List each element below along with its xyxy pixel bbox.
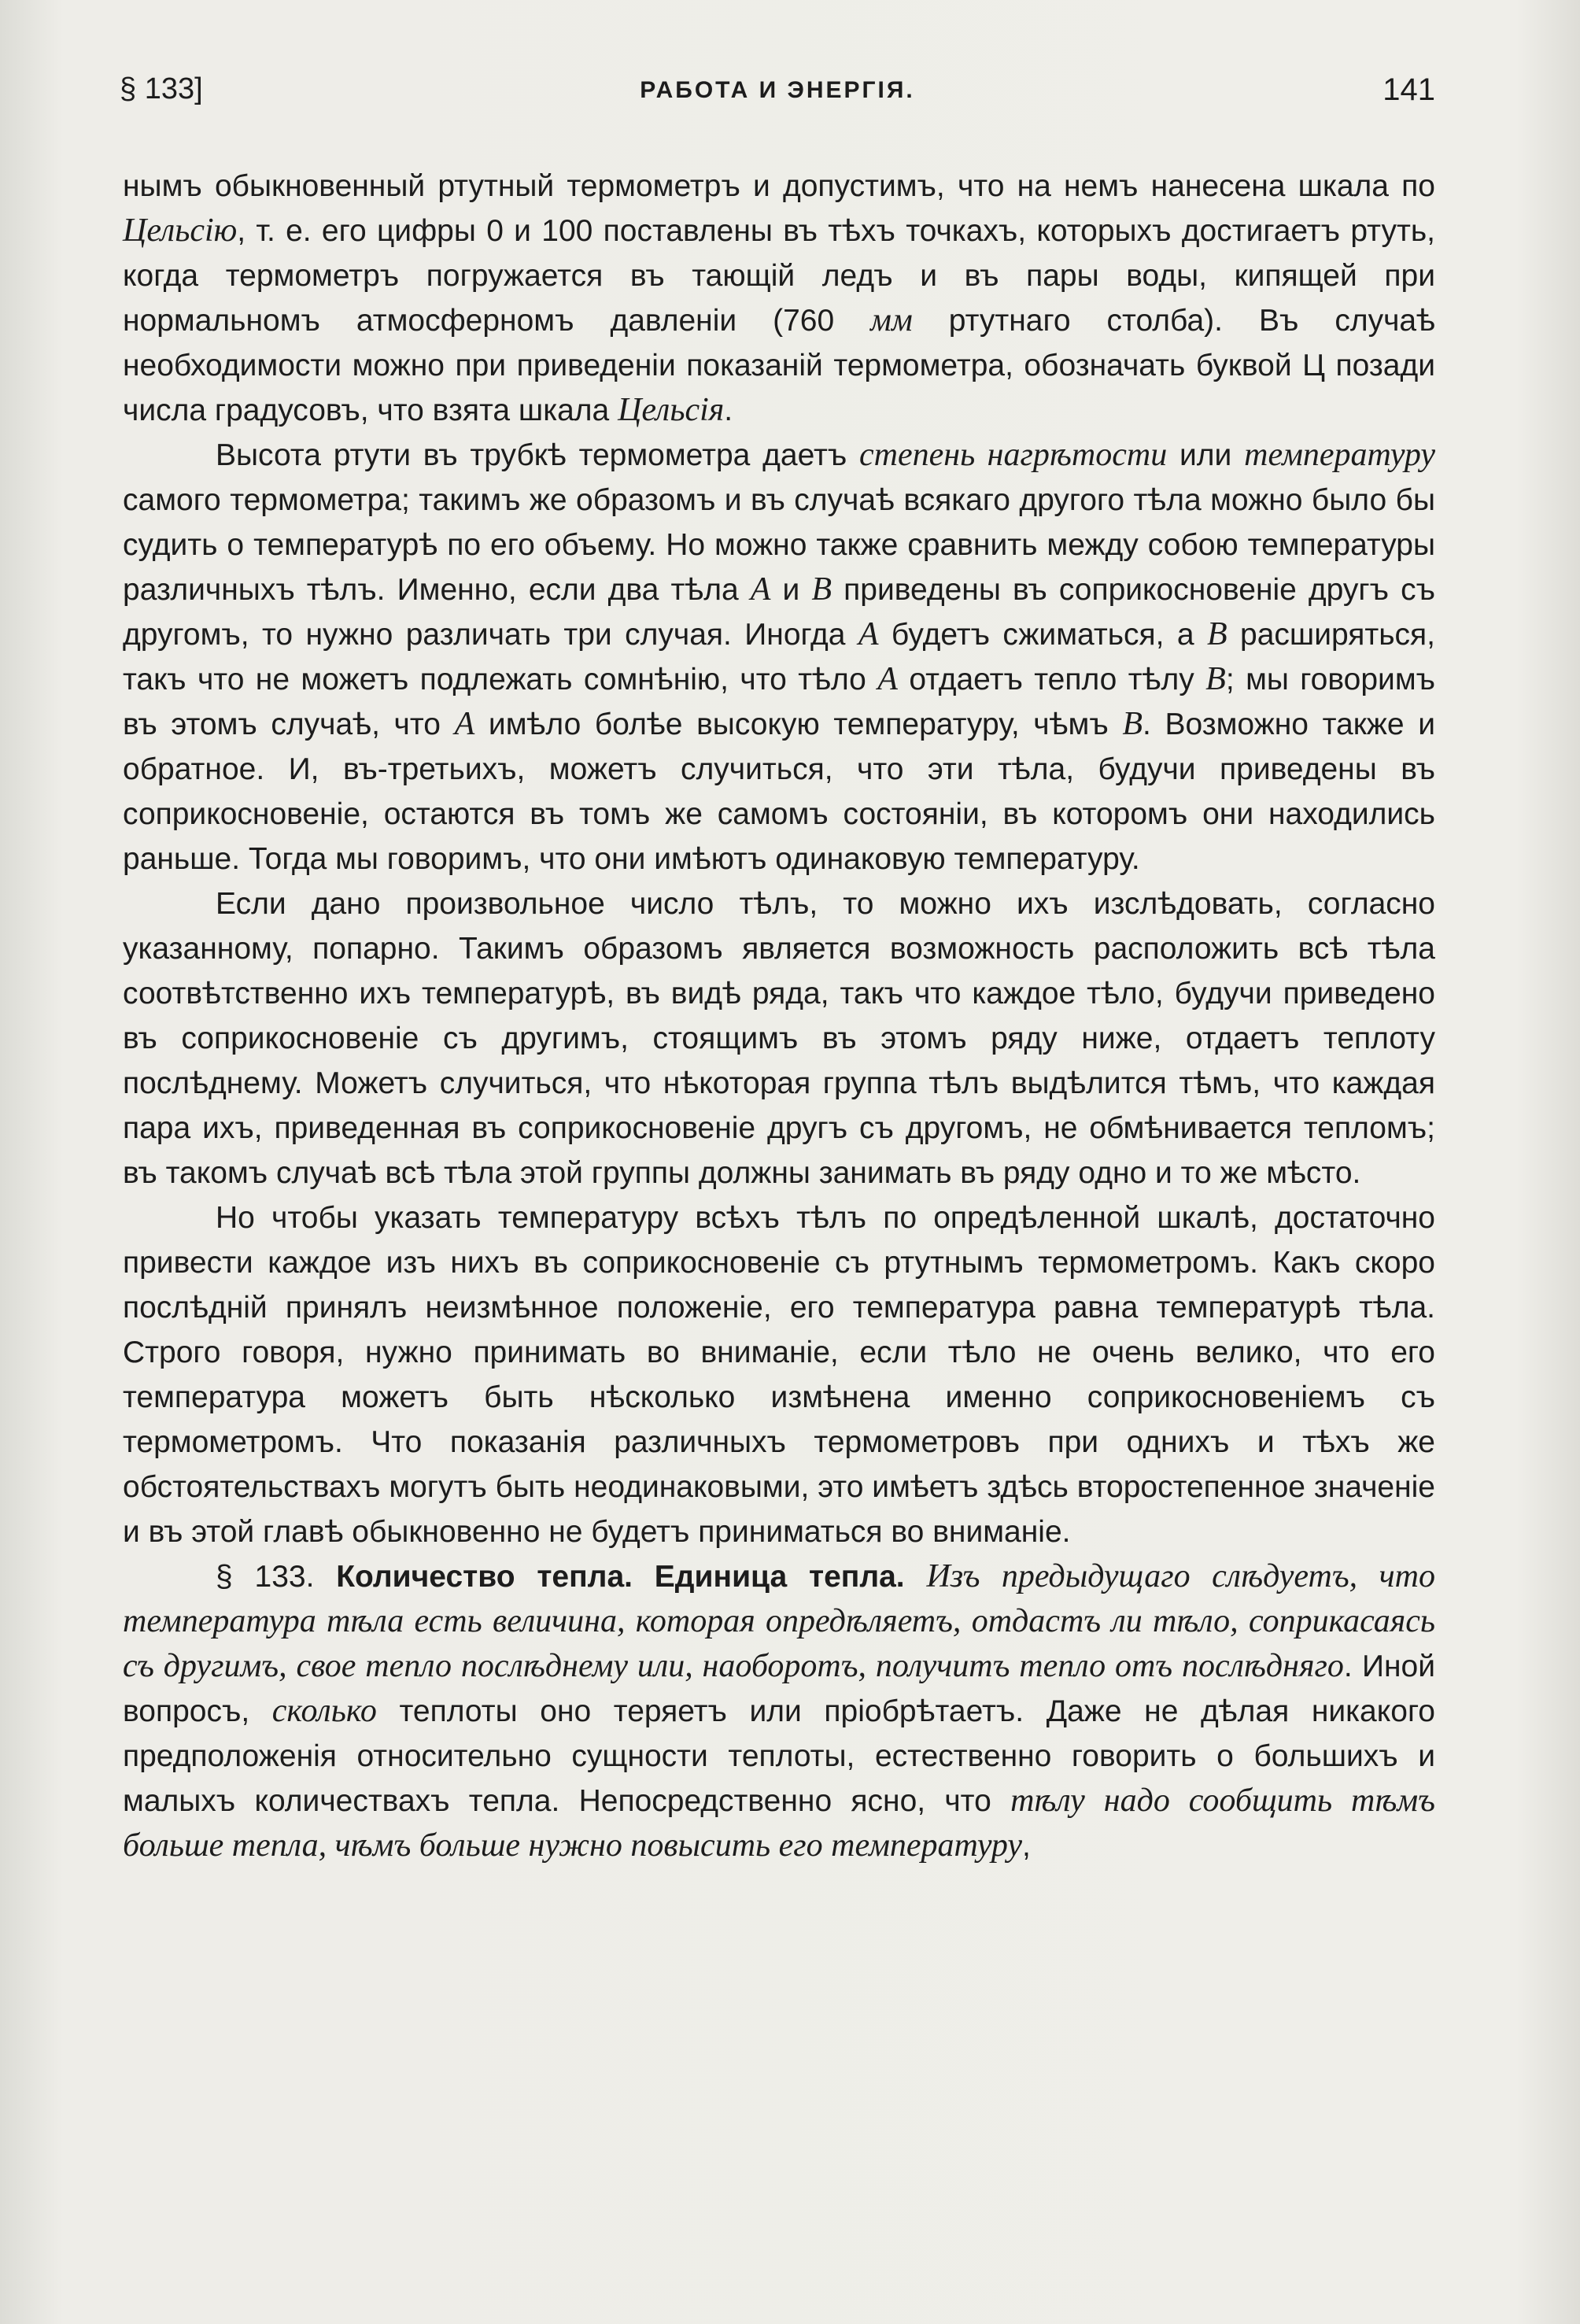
italic-text: B — [1205, 661, 1226, 697]
text-run: , — [1022, 1829, 1031, 1863]
italic-text: B — [811, 571, 832, 608]
italic-text: сколько — [271, 1693, 377, 1729]
text-run: . — [724, 393, 733, 427]
italic-text: A — [858, 616, 879, 652]
italic-text: Цельсія — [618, 392, 725, 428]
text-run: , т. е. его цифры 0 и 100 поставлены въ тѣхъ точкахъ, которыхъ достигаетъ ртуть, когда термометръ погружается въ тающій ледъ и въ пары воды, кипящей при нормальномъ атмосферномъ давленіи (760 — [123, 214, 1435, 338]
text-run: ; мы говоримъ въ этомъ случаѣ, что — [123, 663, 1436, 741]
header-title: РАБОТА И ЭНЕРГІЯ. — [640, 77, 915, 103]
text-run: Высота ртути въ трубкѣ термометра даетъ — [216, 438, 859, 472]
text-run: расширяться, такъ что не можетъ подлежать сомнѣнію, что тѣло — [123, 618, 1436, 696]
italic-text: Цельсію — [123, 212, 238, 249]
header-section-ref: § 133] — [120, 72, 203, 105]
text-run: отдаетъ тепло тѣлу — [897, 663, 1206, 696]
text-run: теплоты оно теряетъ или пріобрѣтаетъ. Даже не дѣлая никакого предположенія относительно сущности теплоты, естественно говорить о большихъ и малыхъ количествахъ тепла. Непосредственно ясно, что — [123, 1694, 1435, 1818]
text-run: . Иной вопросъ, — [123, 1650, 1436, 1728]
text-run: нымъ обыкновенный ртутный термометръ и допустимъ, что на немъ нанесена шкала по — [123, 169, 1435, 203]
text-run: и — [770, 573, 812, 607]
running-header — [120, 72, 1435, 120]
italic-text: A — [750, 571, 771, 608]
text-run: ртутнаго столба). Въ случаѣ необходимости можно при приведеніи показаній термометра, обозначать буквой Ц позади числа градусовъ, что взята шкала — [123, 304, 1435, 427]
text-run: Но чтобы указать температуру всѣхъ тѣлъ по опредѣленной шкалѣ, достаточно привести каждое изъ нихъ въ соприкосновеніе съ ртутнымъ термометромъ. Какъ скоро послѣдній принялъ неизмѣнное положеніе, его температура равна температурѣ тѣла. Строго говоря, нужно принимать во вниманіе, если тѣло не очень велико, что его температура можетъ быть нѣсколько измѣнена именно соприкосновеніемъ съ термометромъ. Что показанія различныхъ термометровъ при однихъ и тѣхъ же обстоятельствахъ могутъ быть неодинаковыми, это имѣетъ здѣсь второстепенное значеніе и въ этой главѣ обыкновенно не будетъ приниматься во вниманіе. — [123, 1201, 1435, 1549]
italic-text: тѣлу надо сообщить тѣмъ больше тепла, чѣмъ больше нужно повысить его температуру — [123, 1783, 1435, 1864]
paragraph — [123, 164, 1435, 433]
body-text — [123, 164, 1435, 1868]
paragraph — [123, 433, 1435, 881]
italic-text: мм — [870, 302, 913, 338]
italic-text: B — [1122, 706, 1143, 742]
italic-text: Изъ предыдущаго слѣдуетъ, что температура тѣла есть величина, которая опредѣляетъ, отдастъ ли тѣло, соприкасаясь съ другимъ, свое тепло послѣднему или, наоборотъ, получитъ тепло отъ послѣдняго — [123, 1558, 1435, 1684]
text-run: . Возможно также и обратное. И, въ-третьихъ, можетъ случиться, что эти тѣла, будучи приведены въ соприкосновеніе, остаются въ томъ же самомъ состояніи, въ которомъ они находились раньше. Тогда мы говоримъ, что они имѣютъ одинаковую температуру. — [123, 708, 1436, 876]
text-run: будетъ сжиматься, а — [878, 618, 1207, 652]
italic-text: A — [877, 661, 898, 697]
bold-heading: Количество тепла. Единица тепла. — [336, 1560, 905, 1594]
text-run — [905, 1560, 927, 1594]
text-run: Если дано произвольное число тѣлъ, то можно ихъ изслѣдовать, согласно указанному, попарно. Такимъ образомъ является возможность расположить всѣ тѣла соотвѣтственно ихъ температурѣ, въ видѣ ряда, такъ что каждое тѣло, будучи приведено въ соприкосновеніе съ другимъ, стоящимъ въ этомъ ряду ниже, отдаетъ теплоту послѣднему. Можетъ случиться, что нѣкоторая группа тѣлъ выдѣлится тѣмъ, что каждая пара ихъ, приведенная въ соприкосновеніе другъ съ другомъ, не обмѣнивается тепломъ; въ такомъ случаѣ всѣ тѣла этой группы должны занимать въ ряду одно и то же мѣсто. — [123, 887, 1435, 1190]
italic-text: A — [454, 706, 475, 742]
text-run: самого термометра; такимъ же образомъ и въ случаѣ всякаго другого тѣла можно было бы судить о температурѣ по его объему. Но можно также сравнить между собою температуры различныхъ тѣлъ. Именно, если два тѣла — [123, 483, 1435, 607]
italic-text: степень нагрѣтости — [859, 437, 1168, 473]
paragraph — [123, 1554, 1435, 1868]
text-run: § 133. — [216, 1560, 337, 1594]
text-run: имѣло болѣе высокую температуру, чѣмъ — [474, 708, 1123, 741]
text-run: приведены въ соприкосновеніе другъ съ другомъ, то нужно различать три случая. Иногда — [123, 573, 1435, 652]
italic-text: температуру — [1244, 437, 1435, 473]
text-run: или — [1167, 438, 1245, 472]
italic-text: B — [1206, 616, 1227, 652]
paragraph — [123, 881, 1435, 1195]
page-number: 141 — [1382, 72, 1435, 107]
paragraph — [123, 1195, 1435, 1554]
